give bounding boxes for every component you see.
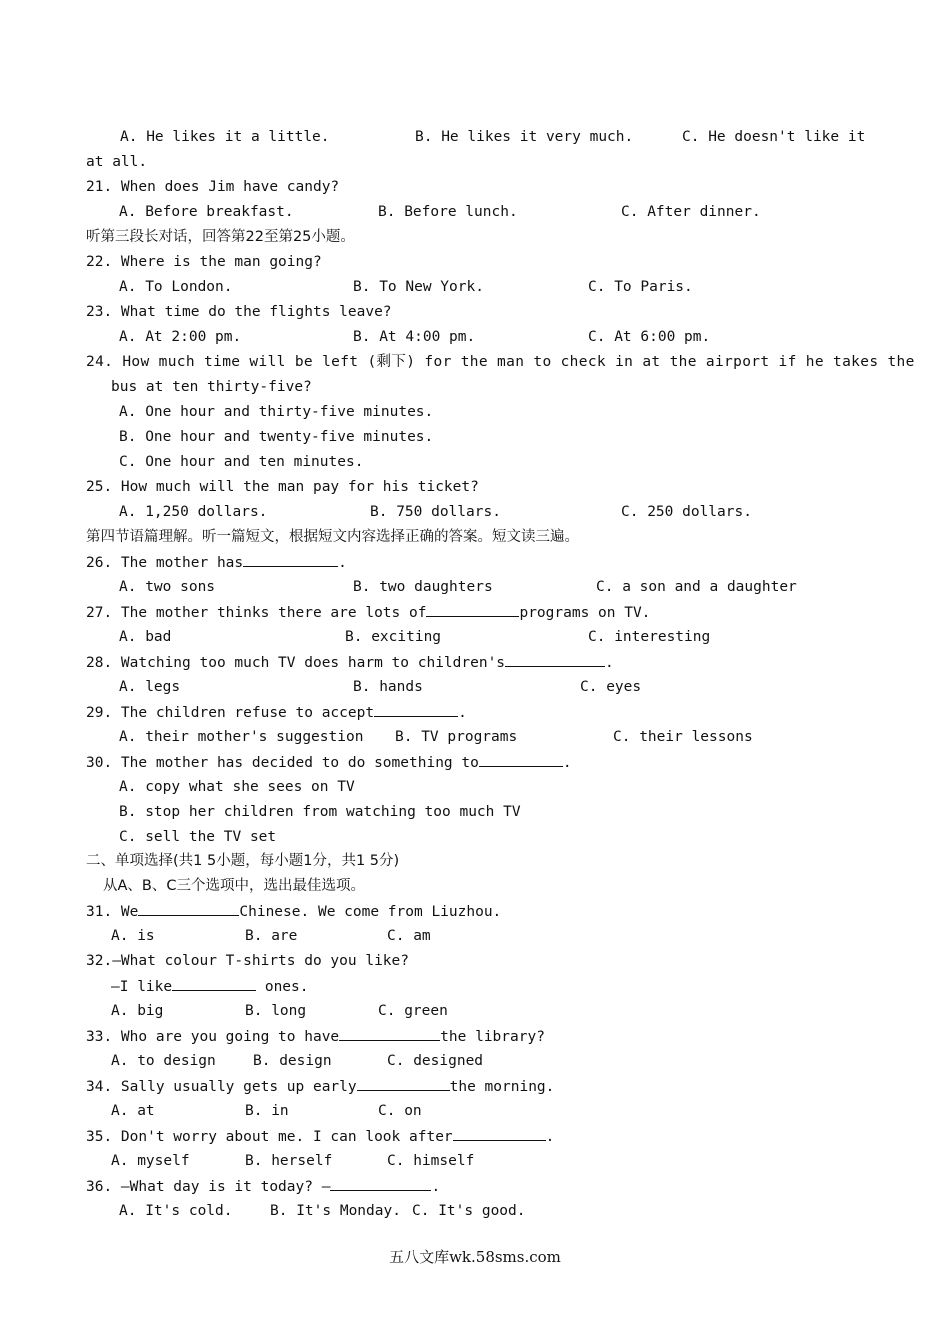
q34-option-c: C. on — [378, 1103, 422, 1119]
q32-option-c: C. green — [378, 1003, 448, 1019]
q21-option-b: B. Before lunch. — [378, 204, 518, 220]
q29-stem: 29. The children refuse to accept . — [86, 700, 467, 726]
answer-blank[interactable] — [505, 650, 605, 667]
answer-blank[interactable] — [172, 974, 256, 991]
answer-blank[interactable] — [357, 1074, 450, 1091]
q31-option-a: A. is — [111, 928, 155, 944]
q33-option-b: B. design — [253, 1053, 332, 1069]
q35-option-c: C. himself — [387, 1153, 475, 1169]
q22-option-a: A. To London. — [119, 279, 233, 295]
q33-option-c: C. designed — [387, 1053, 484, 1069]
q21-stem: 21. When does Jim have candy? — [86, 179, 340, 195]
q24-stem: 24. How much time will be left (剩下) for the man to check in at the airport if he takes the — [86, 354, 915, 370]
q25-stem: 25. How much will the man pay for his ticket? — [86, 479, 479, 495]
q23-option-a: A. At 2:00 pm. — [119, 329, 242, 345]
q26-stem: 26. The mother has . — [86, 550, 347, 576]
answer-blank[interactable] — [374, 700, 458, 717]
q26-option-b: B. two daughters — [353, 579, 493, 595]
q22-stem: 22. Where is the man going? — [86, 254, 322, 270]
q32-option-b: B. long — [245, 1003, 307, 1019]
q24-option-a: A. One hour and thirty-five minutes. — [119, 404, 434, 420]
q23-option-c: C. At 6:00 pm. — [588, 329, 711, 345]
q20-option-a: A. He likes it a little. — [120, 129, 330, 145]
q22-option-b: B. To New York. — [353, 279, 484, 295]
q36-option-a: A. It's cold. — [119, 1203, 233, 1219]
q36-option-c: C. It's good. — [412, 1203, 526, 1219]
q21-option-c: C. After dinner. — [621, 204, 761, 220]
q25-option-a: A. 1,250 dollars. — [119, 504, 268, 520]
q21-option-a: A. Before breakfast. — [119, 204, 294, 220]
q24-stem-cont: bus at ten thirty-five? — [111, 379, 312, 395]
q26-option-c: C. a son and a daughter — [596, 579, 797, 595]
q25-option-c: C. 250 dollars. — [621, 504, 752, 520]
q31-option-b: B. are — [245, 928, 298, 944]
q23-stem: 23. What time do the flights leave? — [86, 304, 392, 320]
q29-option-c: C. their lessons — [613, 729, 753, 745]
q28-stem: 28. Watching too much TV does harm to children's . — [86, 650, 614, 676]
q20-option-b: B. He likes it very much. — [415, 129, 634, 145]
q35-stem: 35. Don't worry about me. I can look after . — [86, 1124, 554, 1150]
answer-blank[interactable] — [453, 1124, 546, 1141]
q32-option-a: A. big — [111, 1003, 164, 1019]
answer-blank[interactable] — [138, 899, 239, 916]
answer-blank[interactable] — [339, 1024, 440, 1041]
q35-option-a: A. myself — [111, 1153, 190, 1169]
q29-option-b: B. TV programs — [395, 729, 518, 745]
q33-stem: 33. Who are you going to have the library? — [86, 1024, 545, 1050]
page-footer: 五八文库wk.58sms.com — [389, 1248, 561, 1266]
q29-option-a: A. their mother's suggestion — [119, 729, 364, 745]
section4-instruction: 第四节语篇理解。听一篇短文，根据短文内容选择正确的答案。短文读三遍。 — [86, 529, 579, 545]
part2-instruction: 从A、B、C三个选项中，选出最佳选项。 — [103, 878, 365, 894]
q31-stem: 31. We Chinese. We come from Liuzhou. — [86, 899, 501, 925]
q22-option-c: C. To Paris. — [588, 279, 693, 295]
part2-title: 二、单项选择(共1 5小题，每小题1分，共1 5分) — [86, 853, 400, 869]
q27-option-b: B. exciting — [345, 629, 442, 645]
q31-option-c: C. am — [387, 928, 431, 944]
section3-instruction: 听第三段长对话，回答第22至第25小题。 — [86, 229, 355, 245]
q32-stem-line2: —I like ones. — [111, 974, 309, 1000]
answer-blank[interactable] — [426, 600, 519, 617]
q20-option-c: C. He doesn't like it — [682, 129, 866, 145]
q26-option-a: A. two sons — [119, 579, 216, 595]
q30-option-b: B. stop her children from watching too much TV — [119, 804, 521, 820]
q28-option-b: B. hands — [353, 679, 423, 695]
q24-option-b: B. One hour and twenty-five minutes. — [119, 429, 434, 445]
q30-option-c: C. sell the TV set — [119, 829, 277, 845]
q36-option-b: B. It's Monday. — [270, 1203, 401, 1219]
q34-stem: 34. Sally usually gets up early the morning. — [86, 1074, 554, 1100]
q28-option-c: C. eyes — [580, 679, 642, 695]
q27-stem: 27. The mother thinks there are lots of programs on TV. — [86, 600, 650, 626]
q34-option-a: A. at — [111, 1103, 155, 1119]
answer-blank[interactable] — [330, 1174, 431, 1191]
q20-option-c-cont: at all. — [86, 154, 148, 170]
q32-stem: 32.—What colour T-shirts do you like? — [86, 953, 410, 969]
q30-option-a: A. copy what she sees on TV — [119, 779, 355, 795]
q23-option-b: B. At 4:00 pm. — [353, 329, 476, 345]
answer-blank[interactable] — [243, 550, 338, 567]
q33-option-a: A. to design — [111, 1053, 216, 1069]
q27-option-a: A. bad — [119, 629, 172, 645]
q24-option-c: C. One hour and ten minutes. — [119, 454, 364, 470]
q27-option-c: C. interesting — [588, 629, 711, 645]
q34-option-b: B. in — [245, 1103, 289, 1119]
q28-option-a: A. legs — [119, 679, 181, 695]
q30-stem: 30. The mother has decided to do something to . — [86, 750, 572, 776]
answer-blank[interactable] — [479, 750, 563, 767]
q35-option-b: B. herself — [245, 1153, 333, 1169]
q36-stem: 36. —What day is it today? — . — [86, 1174, 440, 1200]
q25-option-b: B. 750 dollars. — [370, 504, 501, 520]
